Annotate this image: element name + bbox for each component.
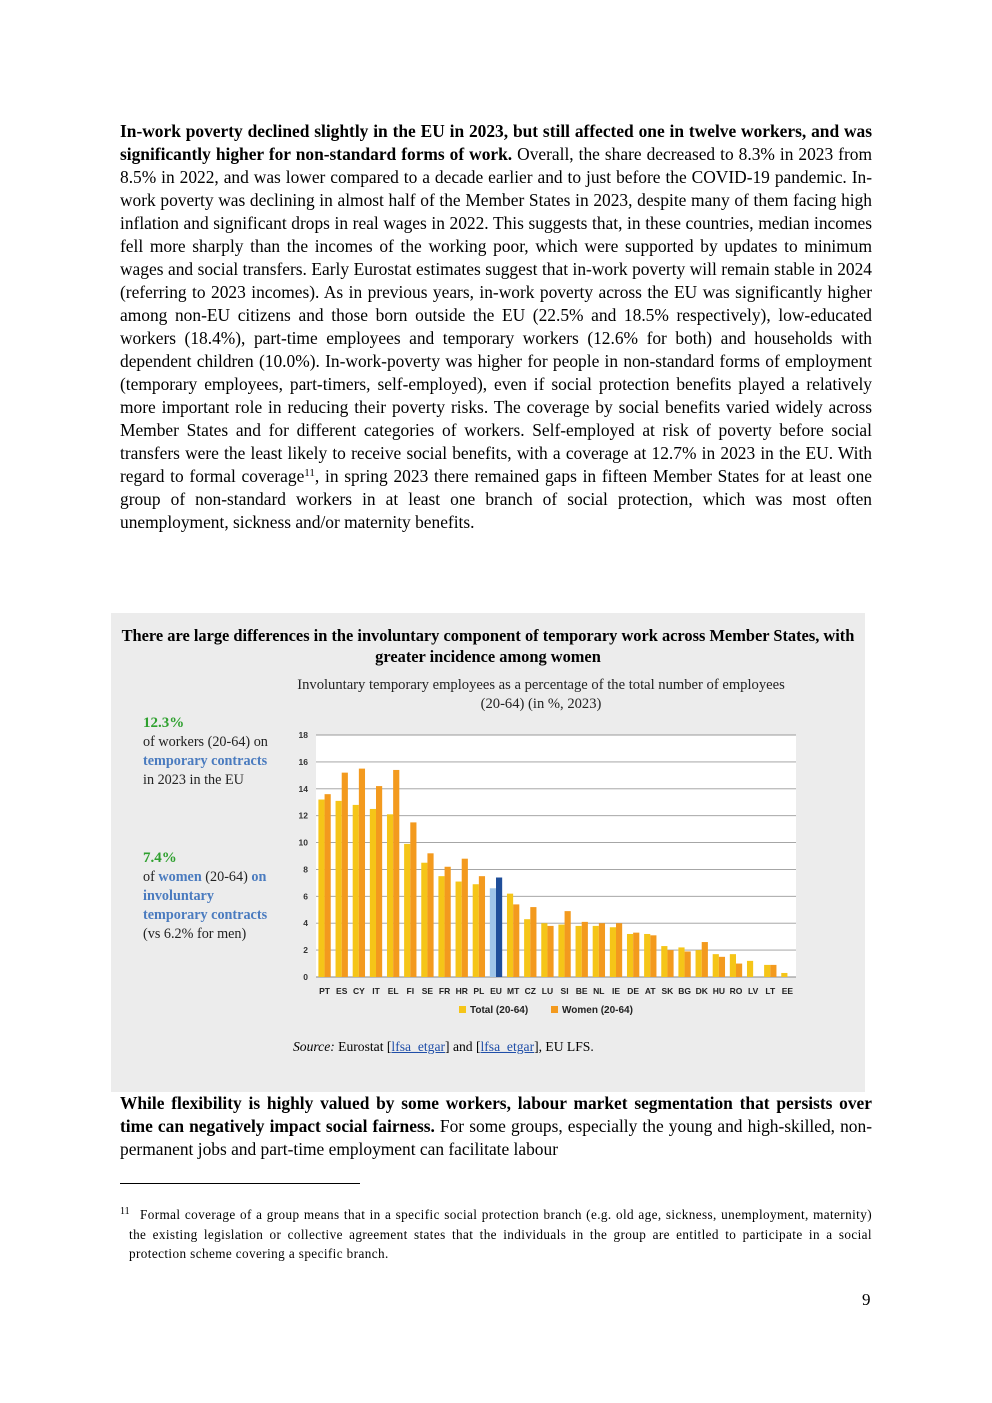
bar-el-women [393, 770, 399, 977]
x-tick-label: AT [644, 986, 656, 996]
bar-nl-women [599, 923, 605, 977]
bar-se-total [421, 863, 427, 977]
paragraph-lead-bold: While flexibility is highly valued by some workers, labour market segmentation that persists over time can negatively impact social fairness. [120, 1093, 872, 1136]
bar-cz-women [530, 907, 536, 977]
figure-title: There are large differences in the involuntary component of temporary work across Member States, with greater incidence among women [121, 626, 855, 666]
legend-label-total: Total (20-64) [470, 1005, 529, 1016]
footnote-number: 11 [120, 1206, 130, 1217]
bar-hu-total [713, 954, 719, 977]
footnote [120, 1202, 872, 1264]
bar-lt-women [770, 965, 776, 977]
y-tick-label: 14 [298, 783, 308, 794]
bar-lu-women [547, 926, 553, 977]
bar-fi-total [404, 844, 410, 977]
x-tick-label: DK [695, 986, 708, 996]
x-tick-label: FR [438, 986, 451, 996]
footnote-divider [120, 1183, 360, 1184]
y-tick-label: 6 [303, 891, 308, 902]
source-text-3: ], EU LFS. [534, 1039, 594, 1054]
figure-box [111, 613, 865, 1092]
legend-swatch-total [459, 1006, 466, 1013]
bar-fr-women [445, 867, 451, 977]
paragraph-text-continued: , in spring 2023 there remained gaps in fifteen Member States for at least one group of non-standard workers in at least one branch of social protection, which was most often unemployment, sickness and/or maternity benefits. [120, 466, 872, 532]
bar-lt-total [764, 965, 770, 977]
x-tick-label: EL [387, 986, 399, 996]
stat-text-end: (vs 6.2% for men) [143, 926, 247, 942]
chart-title: Involuntary temporary employees as a percentage of the total number of employees (20-64) (in %, 2023) [297, 677, 785, 712]
y-tick-label: 4 [303, 918, 308, 929]
y-tick-label: 2 [303, 945, 308, 956]
x-tick-label: LU [541, 986, 554, 996]
stat-highlight: temporary contracts [143, 753, 268, 769]
bar-ro-women [736, 964, 742, 977]
x-tick-label: RO [729, 986, 743, 996]
source-text-2: ] and [ [445, 1039, 481, 1054]
figure-source [293, 1039, 594, 1055]
bar-cy-women [359, 769, 365, 977]
stat-value: 7.4% [143, 850, 177, 866]
paragraph-flexibility [120, 1092, 872, 1161]
legend-label-women: Women (20-64) [562, 1005, 633, 1016]
bar-el-total [387, 814, 393, 977]
footnote-text: Formal coverage of a group means that in a specific social protection branch (e.g. old age, sickness, unemployment, maternity) the existing legislation or collective agreement states that the individuals in the group are entitled to participate in a social protection scheme covering a specific branch. [129, 1207, 872, 1261]
bar-dk-women [702, 942, 708, 977]
x-tick-label: BE [575, 986, 588, 996]
x-tick-label: EU [490, 986, 502, 996]
bar-pl-women [479, 876, 485, 977]
x-tick-label: LV [748, 986, 759, 996]
x-tick-label: SK [661, 986, 674, 996]
bar-eu-total [490, 888, 496, 977]
stat-highlight-involuntary: on involuntary temporary contracts [143, 869, 268, 923]
bar-it-total [370, 809, 376, 977]
x-tick-label: MT [507, 986, 520, 996]
y-tick-label: 10 [298, 837, 308, 848]
bar-nl-total [593, 926, 599, 977]
bar-bg-women [685, 951, 691, 977]
bar-it-women [376, 786, 382, 977]
stat-value: 12.3% [143, 715, 185, 731]
bar-eu-women [496, 878, 502, 977]
x-tick-label: SE [421, 986, 434, 996]
stat-highlight-women: women [158, 869, 202, 885]
bar-pt-women [325, 794, 331, 977]
x-tick-label: ES [336, 986, 348, 996]
x-tick-label: CY [352, 986, 365, 996]
x-tick-label: EE [781, 986, 794, 996]
bar-es-total [336, 801, 342, 977]
bar-ie-total [610, 927, 616, 977]
bar-si-women [565, 911, 571, 977]
source-label: Source: [293, 1039, 335, 1054]
bar-hr-women [462, 859, 468, 977]
bar-lu-total [541, 923, 547, 977]
bar-chart [111, 613, 865, 1092]
bar-ie-women [616, 923, 622, 977]
x-tick-label: BG [678, 986, 691, 996]
bar-hu-women [719, 957, 725, 977]
bar-dk-total [696, 950, 702, 977]
bar-mt-women [513, 904, 519, 977]
stat-text-end: in 2023 in the EU [143, 772, 244, 788]
bar-at-total [644, 934, 650, 977]
bar-hr-total [456, 882, 462, 977]
y-tick-label: 16 [298, 756, 308, 767]
source-link-2[interactable]: lfsa_etgar [480, 1039, 535, 1054]
bar-cy-total [353, 805, 359, 977]
bar-be-women [582, 922, 588, 977]
bar-lv-total [747, 961, 753, 977]
bar-at-women [650, 935, 656, 977]
footnote-reference[interactable]: 11 [304, 467, 315, 479]
bar-es-women [342, 773, 348, 977]
x-tick-label: CZ [524, 986, 536, 996]
bar-si-total [558, 925, 564, 977]
x-tick-label: FI [406, 986, 415, 996]
bar-be-total [576, 926, 582, 977]
bar-mt-total [507, 894, 513, 977]
x-tick-label: SI [560, 986, 569, 996]
source-link-1[interactable]: lfsa_etgar [391, 1039, 446, 1054]
x-tick-label: LT [765, 986, 776, 996]
x-tick-label: HR [455, 986, 468, 996]
bar-pl-total [473, 884, 479, 977]
bar-cz-total [524, 919, 530, 977]
bar-bg-total [678, 947, 684, 977]
stat-text: of [143, 869, 159, 885]
bar-fi-women [410, 822, 416, 977]
bar-pt-total [318, 800, 324, 977]
x-tick-label: DE [627, 986, 640, 996]
bar-fr-total [438, 876, 444, 977]
bar-se-women [427, 853, 433, 977]
x-tick-label: PT [319, 986, 331, 996]
x-tick-label: HU [712, 986, 725, 996]
bar-ee-total [781, 973, 787, 977]
paragraph-text: For some groups, especially the young and high-skilled, non-permanent jobs and part-time employment can facilitate labour [120, 1116, 872, 1159]
stat-text-mid: (20-64) [201, 869, 252, 885]
x-tick-label: NL [593, 986, 605, 996]
page-number: 9 [862, 1290, 871, 1309]
y-tick-label: 12 [298, 810, 308, 821]
paragraph-text: Overall, the share decreased to 8.3% in 2023 from 8.5% in 2022, and was lower compared to a decade earlier and to just before the COVID-19 pandemic. In-work poverty was declining in almost half of the Member States in 2023, despite many of them facing high inflation and significant drops in real wages in 2022. This suggests that, in these countries, median incomes fell more sharply than the incomes of the working poor, which were supported by updates to minimum wages and social transfers. Early Eurostat estimates suggest that in-work poverty will remain stable in 2024 (referring to 2023 incomes). As in previous years, in-work poverty across the EU was significantly higher among non-EU citizens and those born outside the EU (22.5% and 18.5% respectively), low-educated workers (18.4%), part-time employees and temporary workers (12.6% for both) and households with dependent children (10.0%). In-work-poverty was higher for people in non-standard forms of employment (temporary employees, part-timers, self-employed), even if social protection benefits played a relatively more important role in reducing their poverty risks. The coverage by social benefits varied widely across Member States and for different categories of workers. Self-employed at risk of poverty before social transfers were the least likely to receive social benefits, with a coverage at 12.7% in 2023 in the EU. With regard to formal coverage [120, 144, 872, 486]
paragraph-in-work-poverty [120, 120, 872, 534]
source-text: Eurostat [ [334, 1039, 392, 1054]
legend-swatch-women [551, 1006, 558, 1013]
x-tick-label: IE [611, 986, 621, 996]
stat-text: of workers (20-64) on [143, 734, 268, 750]
bar-sk-women [667, 950, 673, 977]
paragraph-lead-bold: In-work poverty declined slightly in the EU in 2023, but still affected one in twelve workers, and was significantly higher for non-standard forms of work. [120, 121, 872, 164]
bar-sk-total [661, 946, 667, 977]
x-tick-label: IT [372, 986, 380, 996]
bar-de-total [627, 934, 633, 977]
y-tick-label: 0 [303, 972, 308, 982]
bar-ro-total [730, 954, 736, 977]
bar-de-women [633, 933, 639, 977]
y-tick-label: 8 [303, 864, 308, 875]
y-tick-label: 18 [298, 730, 308, 740]
x-tick-label: PL [473, 986, 485, 996]
